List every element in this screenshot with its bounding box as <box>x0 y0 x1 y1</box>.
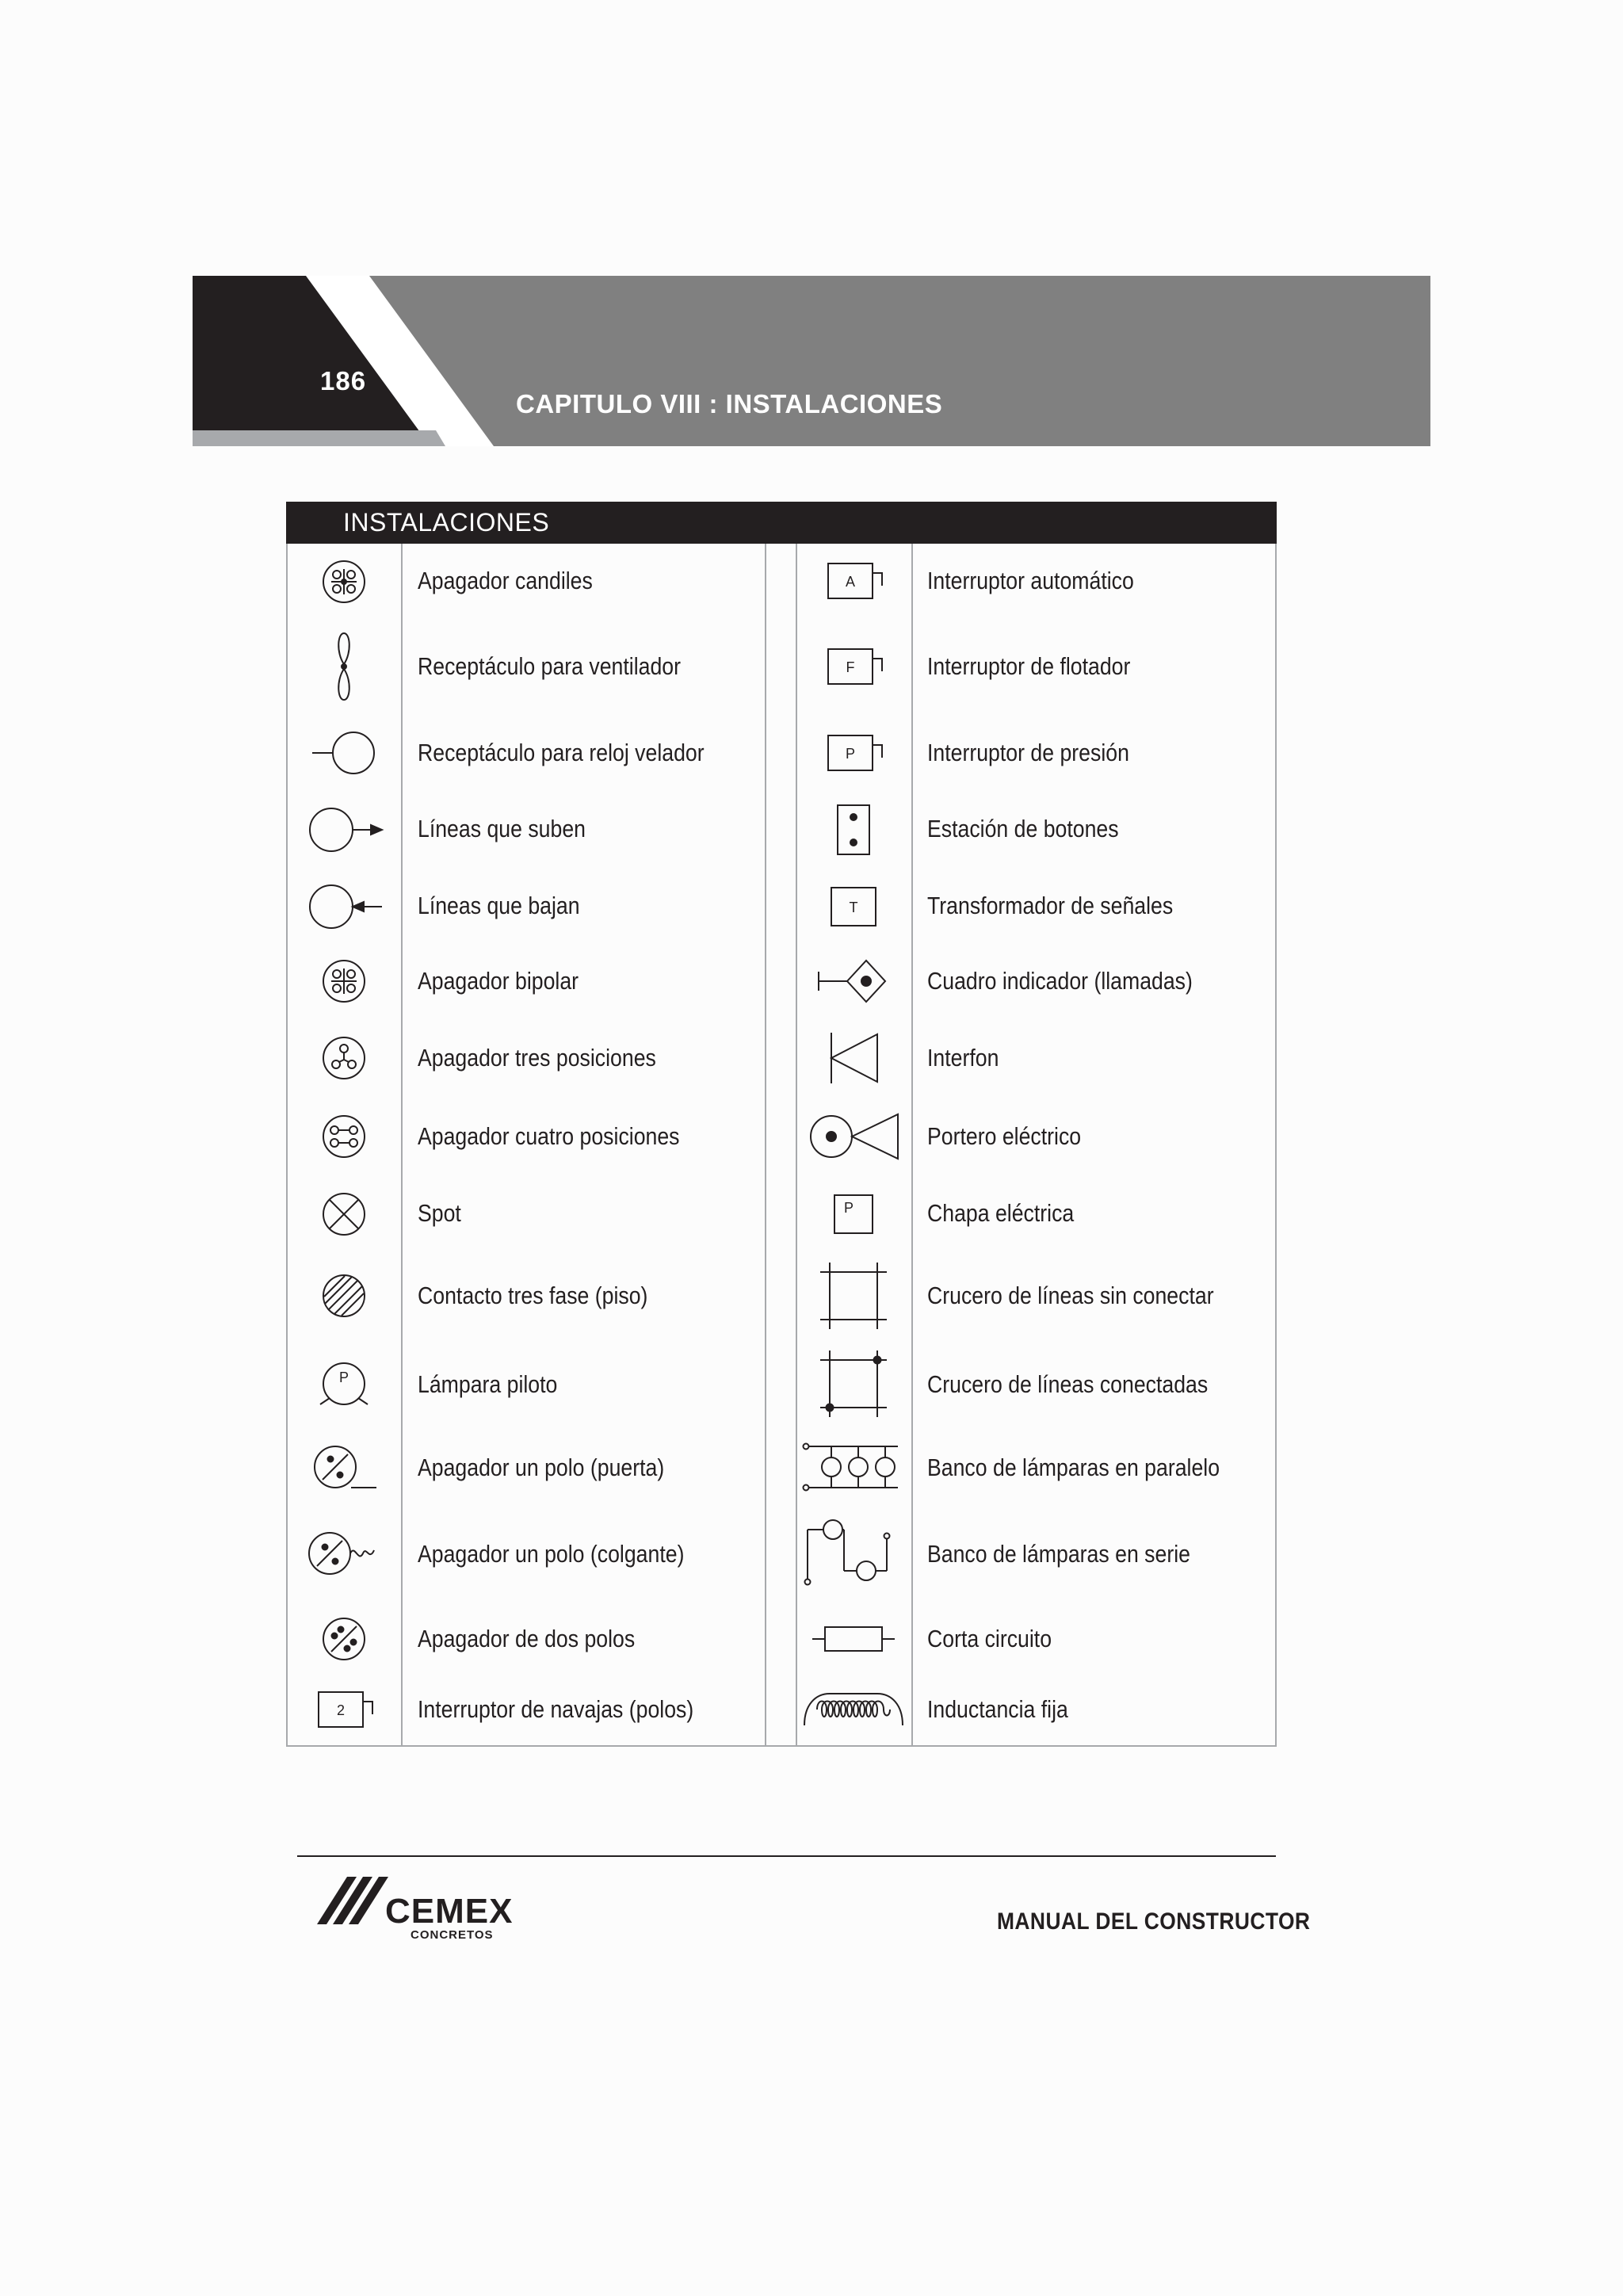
banco-paralelo-icon <box>796 1437 911 1497</box>
crucero-sin-conectar-icon <box>796 1266 911 1326</box>
cemex-logo <box>317 1869 523 1940</box>
estacion-botones-icon <box>796 800 911 860</box>
symbol-label: Apagador tres posiciones <box>418 1044 656 1072</box>
manual-title: MANUAL DEL CONSTRUCTOR <box>997 1908 1311 1935</box>
cuadro-indicador-icon <box>796 951 911 1011</box>
symbol-label: Interfon <box>927 1044 999 1072</box>
table-title: INSTALACIONES <box>286 502 1277 544</box>
svg-text:P: P <box>843 1200 854 1216</box>
chapa-electrica-icon <box>796 1184 911 1244</box>
symbol-label: Corta circuito <box>927 1625 1052 1652</box>
apagador-bipolar-icon <box>286 951 402 1011</box>
symbol-label: Receptáculo para reloj velador <box>418 739 705 766</box>
symbol-label: Inductancia fija <box>927 1695 1068 1723</box>
symbol-label: Receptáculo para ventilador <box>418 652 681 680</box>
lampara-piloto-icon <box>286 1354 402 1414</box>
interruptor-navajas-icon <box>286 1679 402 1740</box>
svg-text:A: A <box>845 574 856 590</box>
symbol-label: Crucero de líneas conectadas <box>927 1370 1209 1398</box>
spot-icon <box>286 1184 402 1244</box>
symbol-label: Apagador de dos polos <box>418 1625 636 1652</box>
apagador-polo-colgante-icon <box>286 1523 402 1584</box>
symbol-label: Banco de lámparas en paralelo <box>927 1454 1220 1481</box>
symbol-label: Apagador candiles <box>418 567 593 594</box>
symbol-label: Interruptor de navajas (polos) <box>418 1695 694 1723</box>
apagador-polo-puerta-icon <box>286 1437 402 1497</box>
svg-text:T: T <box>849 900 858 915</box>
symbol-label: Interruptor automático <box>927 567 1134 594</box>
symbol-label: Apagador un polo (puerta) <box>418 1454 665 1481</box>
lineas-bajan-icon <box>286 877 402 937</box>
portero-electrico-icon <box>796 1106 911 1167</box>
svg-text:P: P <box>338 1370 349 1385</box>
page-number: 186 <box>320 366 367 395</box>
symbol-label: Chapa eléctrica <box>927 1199 1075 1227</box>
symbol-label: Apagador un polo (colgante) <box>418 1540 685 1568</box>
apagador-tres-posiciones-icon <box>286 1028 402 1088</box>
inductancia-fija-icon <box>796 1679 911 1740</box>
apagador-candiles-icon <box>286 552 402 612</box>
chapter-title: CAPITULO VIII : INSTALACIONES <box>516 389 943 418</box>
svg-text:CEMEX: CEMEX <box>385 1892 514 1931</box>
symbol-label: Líneas que suben <box>418 815 586 842</box>
table-divider <box>911 544 913 1747</box>
svg-text:2: 2 <box>336 1702 346 1718</box>
symbol-label: Crucero de líneas sin conectar <box>927 1282 1214 1309</box>
interruptor-presion-icon <box>796 723 911 783</box>
footer-rule <box>297 1855 1276 1857</box>
svg-text:F: F <box>846 659 855 675</box>
chapter-header-dark-block <box>193 276 494 446</box>
symbol-label: Transformador de señales <box>927 892 1174 919</box>
interruptor-flotador-icon <box>796 636 911 697</box>
crucero-conectadas-icon <box>796 1354 911 1414</box>
interfon-icon <box>796 1028 911 1088</box>
reloj-velador-icon <box>286 723 402 783</box>
symbol-label: Interruptor de flotador <box>927 652 1131 680</box>
svg-text:CONCRETOS: CONCRETOS <box>411 1928 494 1940</box>
banco-serie-icon <box>796 1523 911 1584</box>
symbol-label: Interruptor de presión <box>927 739 1129 766</box>
symbol-label: Apagador bipolar <box>418 967 579 995</box>
ventilador-icon <box>286 636 402 697</box>
symbol-label: Cuadro indicador (llamadas) <box>927 967 1193 995</box>
symbol-label: Spot <box>418 1199 461 1227</box>
apagador-dos-polos-icon <box>286 1609 402 1669</box>
symbol-label: Banco de lámparas en serie <box>927 1540 1190 1568</box>
transformador-senales-icon <box>796 877 911 937</box>
symbol-label: Líneas que bajan <box>418 892 580 919</box>
symbol-label: Apagador cuatro posiciones <box>418 1122 680 1150</box>
lineas-suben-icon <box>286 800 402 860</box>
symbol-label: Estación de botones <box>927 815 1119 842</box>
symbol-label: Contacto tres fase (piso) <box>418 1282 648 1309</box>
symbol-label: Portero eléctrico <box>927 1122 1082 1150</box>
symbol-label: Lámpara piloto <box>418 1370 558 1398</box>
corta-circuito-icon <box>796 1609 911 1669</box>
table-divider <box>765 544 766 1747</box>
svg-text:P: P <box>845 746 856 762</box>
apagador-cuatro-posiciones-icon <box>286 1106 402 1167</box>
interruptor-automatico-icon <box>796 551 911 611</box>
contacto-tres-fase-icon <box>286 1266 402 1326</box>
